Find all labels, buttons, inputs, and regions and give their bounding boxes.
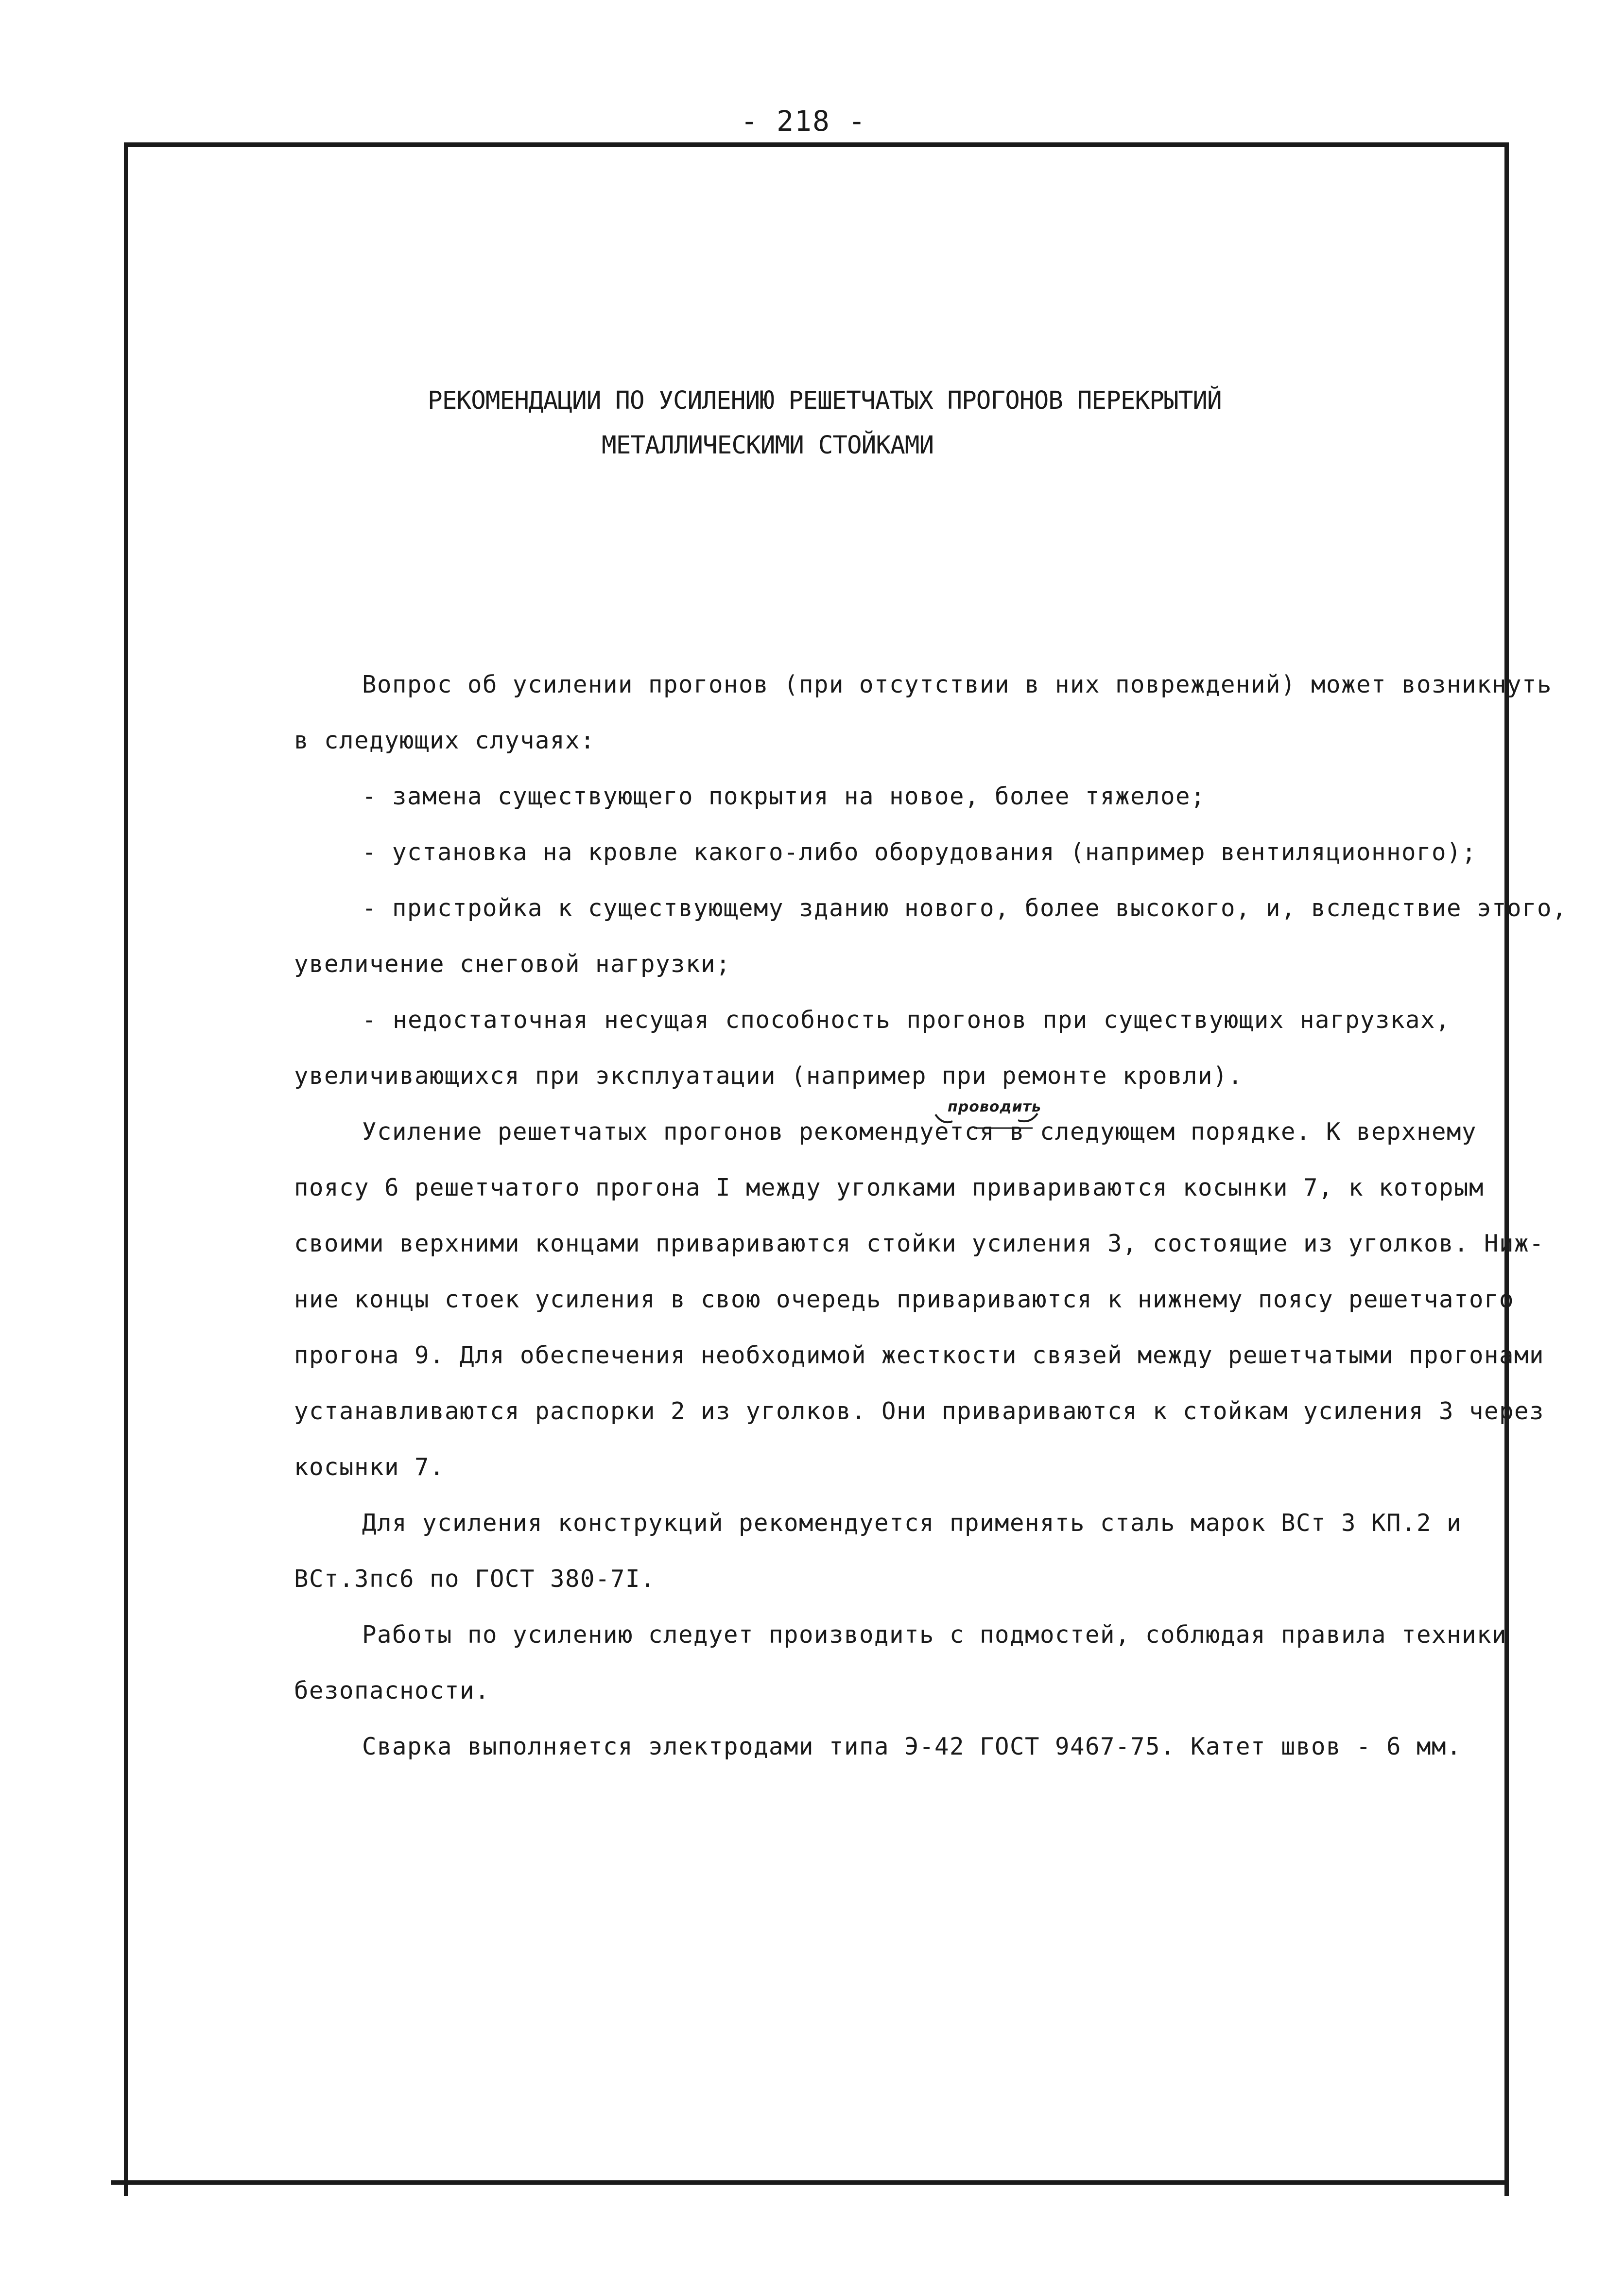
page-number: - 218 - [741, 104, 866, 138]
frame-bottom-rule [111, 2180, 1509, 2185]
procedure-line-5: прогона 9. Для обеспечения необходимой жесткости связей между решетчатыми прогонами [294, 1341, 1545, 1369]
intro-line-2: в следующих случаях: [294, 727, 596, 754]
procedure-line-4: ние концы стоек усиления в свою очередь привариваются к нижнему поясу решетчатого [294, 1286, 1515, 1313]
handwritten-annotation: проводить [948, 1098, 1042, 1115]
safety-line-1: Работы по усилению следует производить с подмостей, соблюдая правила техники [362, 1621, 1507, 1649]
document-title-line-2: МЕТАЛЛИЧЕСКИМИ СТОЙКАМИ [602, 431, 934, 460]
procedure-line-2: поясу 6 решетчатого прогона I между уголками привариваются косынки 7, к которым [294, 1174, 1485, 1201]
steel-line-1: Для усиления конструкций рекомендуется применять сталь марок ВСт 3 КП.2 и [362, 1509, 1462, 1537]
procedure-line-1: Усиление решетчатых прогонов рекомендуется в следующем порядке. К верхнему [362, 1118, 1477, 1146]
intro-line-1: Вопрос об усилении прогонов (при отсутствии в них повреждений) может возникнуть [362, 671, 1553, 698]
case-item-2: - установка на кровле какого-либо оборудования (например вентиляционного); [362, 838, 1477, 866]
procedure-line-7: косынки 7. [294, 1453, 445, 1481]
procedure-line-3: своими верхними концами привариваются стойки усиления 3, состоящие из уголков. Ниж- [294, 1230, 1545, 1257]
case-item-3-continued: увеличение снеговой нагрузки; [294, 950, 731, 978]
document-title-line-1: РЕКОМЕНДАЦИИ ПО УСИЛЕНИЮ РЕШЕТЧАТЫХ ПРОГОНОВ ПЕРЕКРЫТИЙ [428, 386, 1222, 415]
case-item-3: - пристройка к существующему зданию нового, более высокого, и, вследствие этого, [362, 894, 1568, 922]
procedure-line-6: устанавливаются распорки 2 из уголков. Они привариваются к стойкам усиления 3 через [294, 1397, 1545, 1425]
steel-line-2: ВСт.3пс6 по ГОСТ 380-7I. [294, 1565, 656, 1593]
case-item-1: - замена существующего покрытия на новое, более тяжелое; [362, 783, 1206, 810]
welding-line: Сварка выполняется электродами типа Э-42 ГОСТ 9467-75. Катет швов - 6 мм. [362, 1733, 1462, 1760]
case-item-4-continued: увеличивающихся при эксплуатации (например при ремонте кровли). [294, 1062, 1244, 1090]
case-item-4: - недостаточная несущая способность прогонов при существующих нагрузках, [362, 1006, 1451, 1034]
safety-line-2: безопасности. [294, 1677, 490, 1705]
